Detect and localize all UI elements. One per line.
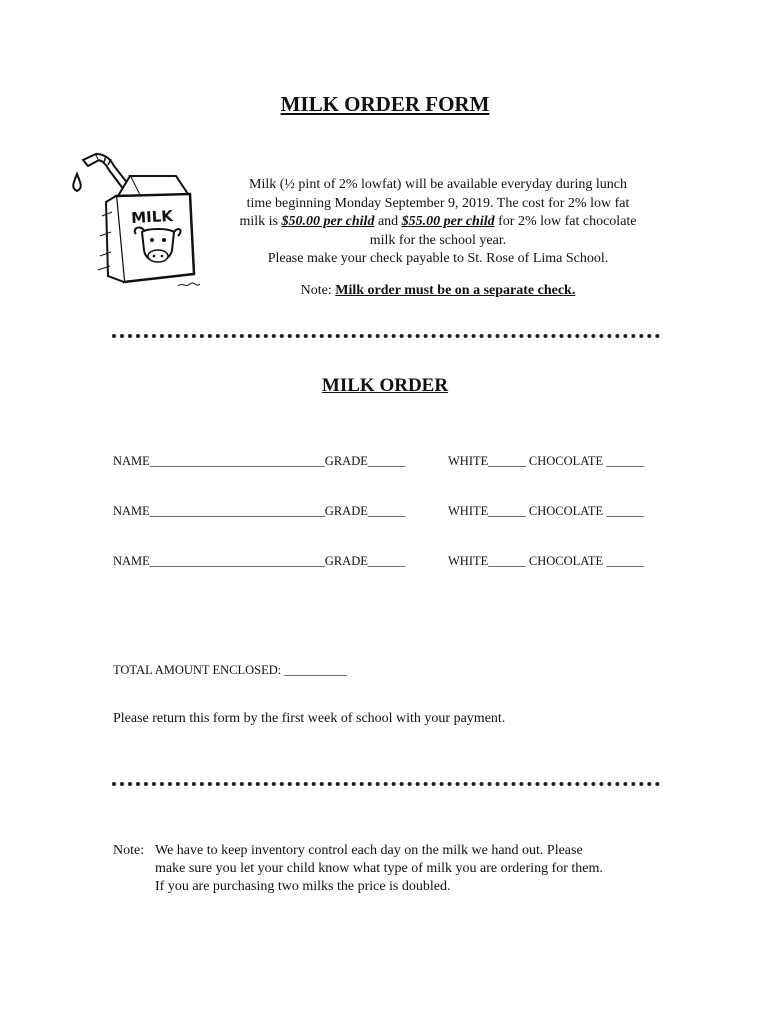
footnote-label: Note: — [113, 843, 145, 858]
milk-choice-field[interactable]: WHITE______ CHOCOLATE ______ — [448, 554, 644, 568]
note-label: Note: — [300, 283, 336, 298]
white-milk-price: $50.00 per child — [281, 214, 375, 229]
note-text: Milk order must be on a separate check. — [335, 283, 576, 298]
intro-line: Milk (½ pint of 2% lowfat) will be available everyday during lunch — [249, 177, 627, 192]
separate-check-note — [218, 283, 658, 299]
straw — [83, 154, 99, 166]
intro-line: time beginning Monday September 9, 2019. The cost for 2% low fat — [246, 195, 630, 211]
milk-choice-field[interactable]: WHITE______ CHOCOLATE ______ — [448, 454, 644, 468]
order-row — [113, 452, 673, 470]
milk-choice-field[interactable]: WHITE______ CHOCOLATE ______ — [448, 504, 644, 518]
chocolate-milk-price: $55.00 per child — [401, 214, 495, 229]
total-amount-field[interactable]: TOTAL AMOUNT ENCLOSED: __________ — [113, 663, 347, 677]
name-grade-field[interactable]: NAME____________________________GRADE______ — [113, 454, 406, 468]
name-grade-field[interactable]: NAME____________________________GRADE______ — [113, 504, 406, 518]
milk-carton-illustration — [66, 146, 216, 296]
footnote-line: If you are purchasing two milks the price is doubled. — [155, 879, 451, 894]
milk-drop — [73, 174, 81, 191]
name-grade-field[interactable]: NAME____________________________GRADE______ — [113, 554, 406, 568]
order-row — [113, 502, 673, 520]
intro-line: milk for the school year. — [369, 232, 507, 248]
footnote-line: make sure you let your child know what type of milk you are ordering for them. — [155, 861, 603, 876]
order-section-title: MILK ORDER — [321, 375, 449, 396]
intro-paragraph — [218, 176, 658, 269]
inventory-note — [113, 842, 673, 896]
return-instructions: Please return this form by the first week of school with your payment. — [113, 711, 506, 726]
intro-line: milk is $50.00 per child and $55.00 per child for 2% low fat chocolate — [239, 214, 637, 229]
intro-line: Please make your check payable to St. Rose of Lima School. — [267, 251, 609, 266]
cut-line-bottom — [112, 782, 660, 786]
footnote-line: We have to keep inventory control each day on the milk we hand out. Please — [155, 843, 583, 858]
form-title: MILK ORDER FORM — [280, 92, 490, 116]
carton-label: MILK — [130, 206, 174, 228]
cut-line-top — [112, 334, 660, 338]
order-row — [113, 552, 673, 570]
